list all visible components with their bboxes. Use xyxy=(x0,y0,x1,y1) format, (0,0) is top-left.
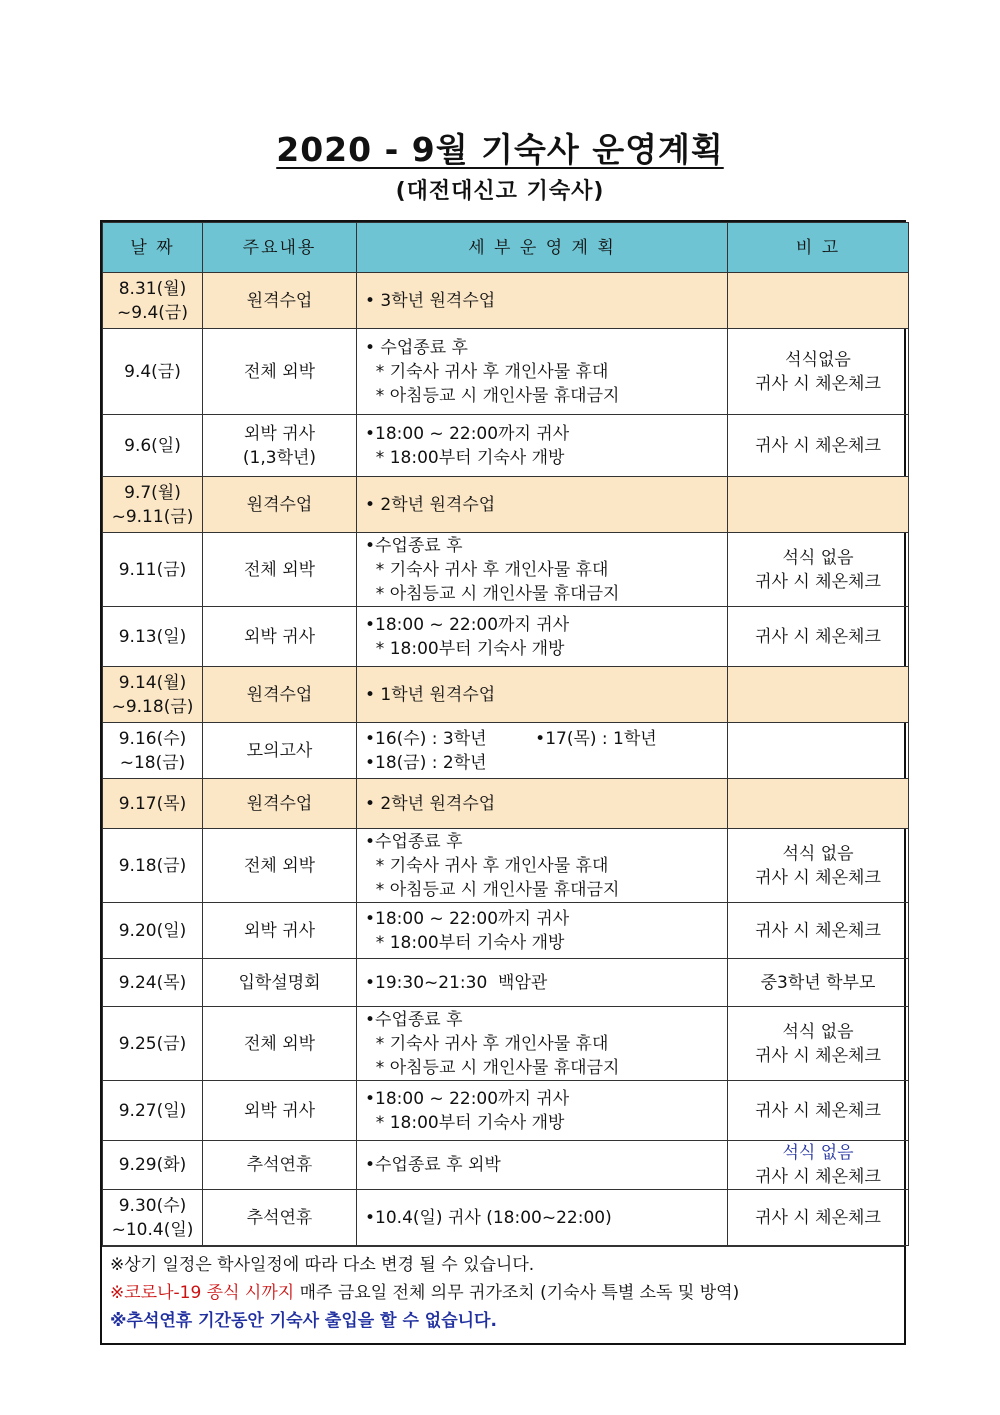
header-note: 비 고 xyxy=(728,223,909,273)
footer-note-1: ※상기 일정은 학사일정에 따라 다소 변경 될 수 있습니다. xyxy=(110,1255,535,1275)
table-row xyxy=(103,959,909,1007)
cell-content: 추석연휴 xyxy=(203,1190,357,1246)
cell-date: 9.16(수) ~18(금) xyxy=(103,723,203,779)
cell-detail: •18:00 ~ 22:00까지 귀사 * 18:00부터 기숙사 개방 xyxy=(357,903,728,959)
cell-content: 원격수업 xyxy=(203,273,357,329)
cell-note-text: 중3학년 학부모 xyxy=(760,972,876,993)
cell-detail: • 1학년 원격수업 xyxy=(357,667,728,723)
cell-detail: •18:00 ~ 22:00까지 귀사 * 18:00부터 기숙사 개방 xyxy=(357,607,728,667)
cell-detail: •수업종료 후 외박 xyxy=(357,1141,728,1190)
cell-note xyxy=(728,477,909,533)
table-row xyxy=(103,415,909,477)
footer-note-2-text: 매주 금요일 전체 의무 귀가조치 (기숙사 특별 소독 및 방역) xyxy=(294,1283,740,1303)
cell-note xyxy=(728,1007,909,1081)
cell-content: 외박 귀사 xyxy=(203,607,357,667)
cell-note xyxy=(728,329,909,415)
cell-date: 9.30(수) ~10.4(일) xyxy=(103,1190,203,1246)
footer-notes xyxy=(102,1246,904,1343)
header-content: 주요내용 xyxy=(203,223,357,273)
table-row xyxy=(103,1007,909,1081)
table-row xyxy=(103,1141,909,1190)
cell-date: 9.24(목) xyxy=(103,959,203,1007)
cell-content: 원격수업 xyxy=(203,477,357,533)
cell-note-text: 석식 없음 귀사 시 체온체크 xyxy=(755,1021,881,1066)
cell-content: 추석연휴 xyxy=(203,1141,357,1190)
table-row xyxy=(103,477,909,533)
cell-note-text: 귀사 시 체온체크 xyxy=(755,435,881,456)
cell-date: 9.27(일) xyxy=(103,1081,203,1141)
cell-note xyxy=(728,1081,909,1141)
cell-note-text: 귀사 시 체온체크 xyxy=(755,1207,881,1228)
table-row xyxy=(103,779,909,829)
cell-detail: •18:00 ~ 22:00까지 귀사 * 18:00부터 기숙사 개방 xyxy=(357,1081,728,1141)
table-row xyxy=(103,1081,909,1141)
cell-note-text: 석식 없음 귀사 시 체온체크 xyxy=(755,843,881,888)
cell-note xyxy=(728,607,909,667)
cell-note xyxy=(728,533,909,607)
cell-note-text: 석식없음 귀사 시 체온체크 xyxy=(755,349,881,394)
cell-note xyxy=(728,1141,909,1190)
cell-note xyxy=(728,273,909,329)
cell-content: 원격수업 xyxy=(203,667,357,723)
cell-note-text: 귀사 시 체온체크 xyxy=(755,920,881,941)
header-date: 날 짜 xyxy=(103,223,203,273)
cell-content: 전체 외박 xyxy=(203,1007,357,1081)
cell-content: 원격수업 xyxy=(203,779,357,829)
table-row xyxy=(103,607,909,667)
cell-date: 8.31(월) ~9.4(금) xyxy=(103,273,203,329)
table-row xyxy=(103,273,909,329)
cell-date: 9.17(목) xyxy=(103,779,203,829)
table-row xyxy=(103,667,909,723)
cell-content: 모의고사 xyxy=(203,723,357,779)
cell-note xyxy=(728,903,909,959)
page-title: 2020 - 9월 기숙사 운영계획 xyxy=(276,130,724,169)
cell-note xyxy=(728,959,909,1007)
schedule-table xyxy=(102,222,909,1246)
cell-content: 외박 귀사 (1,3학년) xyxy=(203,415,357,477)
cell-note-text: 석식 없음 귀사 시 체온체크 xyxy=(755,547,881,592)
table-header-row xyxy=(103,223,909,273)
cell-note xyxy=(728,779,909,829)
cell-note xyxy=(728,829,909,903)
table-row xyxy=(103,829,909,903)
cell-content: 외박 귀사 xyxy=(203,1081,357,1141)
page-subtitle: (대전대신고 기숙사) xyxy=(395,179,605,204)
cell-detail: •16(수) : 3학년 •17(목) : 1학년 •18(금) : 2학년 xyxy=(357,723,728,779)
footer-note-2 xyxy=(110,1279,896,1307)
cell-detail: • 2학년 원격수업 xyxy=(357,477,728,533)
cell-date: 9.6(일) xyxy=(103,415,203,477)
cell-note-text: 귀사 시 체온체크 xyxy=(755,626,881,647)
table-row xyxy=(103,903,909,959)
cell-note-highlight: 석식 없음 xyxy=(782,1143,854,1163)
cell-date: 9.18(금) xyxy=(103,829,203,903)
cell-detail: • 3학년 원격수업 xyxy=(357,273,728,329)
cell-detail: • 2학년 원격수업 xyxy=(357,779,728,829)
cell-date: 9.4(금) xyxy=(103,329,203,415)
schedule-sheet xyxy=(100,220,906,1345)
cell-date: 9.25(금) xyxy=(103,1007,203,1081)
footer-note-3: ※추석연휴 기간동안 기숙사 출입을 할 수 없습니다. xyxy=(110,1311,497,1331)
cell-detail: •수업종료 후 * 기숙사 귀사 후 개인사물 휴대 * 아침등교 시 개인사물 휴대금지 xyxy=(357,829,728,903)
cell-note-text: 귀사 시 체온체크 xyxy=(755,1100,881,1121)
cell-date: 9.11(금) xyxy=(103,533,203,607)
cell-content: 입학설명회 xyxy=(203,959,357,1007)
table-row xyxy=(103,1190,909,1246)
cell-content: 전체 외박 xyxy=(203,329,357,415)
header-detail: 세 부 운 영 계 획 xyxy=(357,223,728,273)
cell-detail: •수업종료 후 * 기숙사 귀사 후 개인사물 휴대 * 아침등교 시 개인사물 휴대금지 xyxy=(357,1007,728,1081)
cell-date: 9.29(화) xyxy=(103,1141,203,1190)
cell-date: 9.20(일) xyxy=(103,903,203,959)
cell-detail: •10.4(일) 귀사 (18:00~22:00) xyxy=(357,1190,728,1246)
table-row xyxy=(103,329,909,415)
cell-note xyxy=(728,723,909,779)
cell-date: 9.7(월) ~9.11(금) xyxy=(103,477,203,533)
cell-detail: • 수업종료 후 * 기숙사 귀사 후 개인사물 휴대 * 아침등교 시 개인사물 휴대금지 xyxy=(357,329,728,415)
cell-note xyxy=(728,415,909,477)
cell-date: 9.14(월) ~9.18(금) xyxy=(103,667,203,723)
cell-detail: •수업종료 후 * 기숙사 귀사 후 개인사물 휴대 * 아침등교 시 개인사물 휴대금지 xyxy=(357,533,728,607)
cell-content: 외박 귀사 xyxy=(203,903,357,959)
cell-date: 9.13(일) xyxy=(103,607,203,667)
cell-content: 전체 외박 xyxy=(203,533,357,607)
cell-note xyxy=(728,667,909,723)
table-row xyxy=(103,723,909,779)
footer-note-2-highlight: ※코로나-19 종식 시까지 xyxy=(110,1283,295,1303)
cell-note xyxy=(728,1190,909,1246)
cell-note-text: 귀사 시 체온체크 xyxy=(755,1167,881,1187)
cell-detail: •18:00 ~ 22:00까지 귀사 * 18:00부터 기숙사 개방 xyxy=(357,415,728,477)
cell-content: 전체 외박 xyxy=(203,829,357,903)
cell-detail: •19:30~21:30 백암관 xyxy=(357,959,728,1007)
table-row xyxy=(103,533,909,607)
